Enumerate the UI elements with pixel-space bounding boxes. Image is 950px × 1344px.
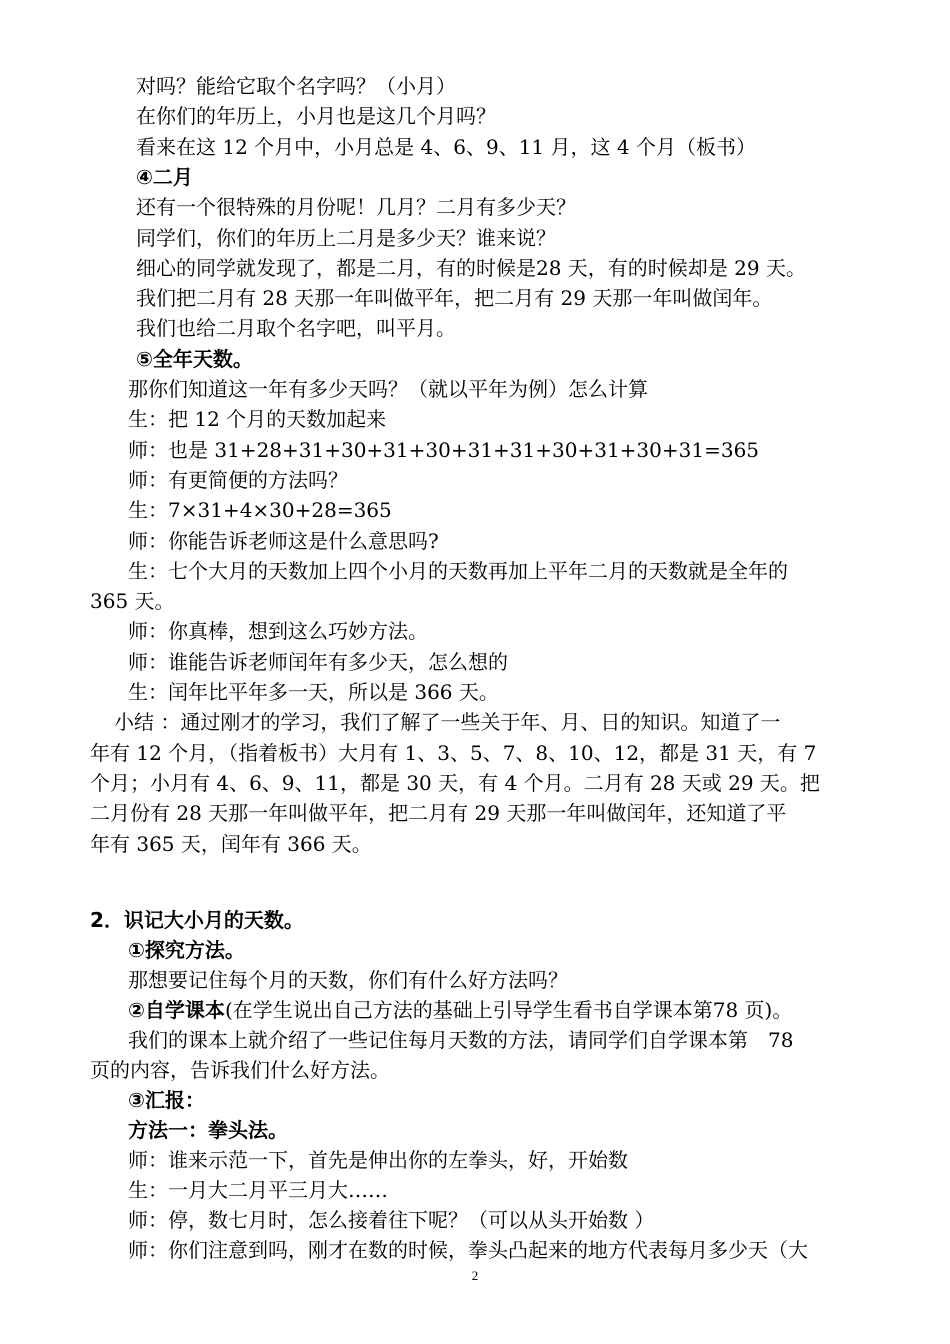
text-line: 我们也给二月取个名字吧，叫平月。 [136,316,456,341]
text-line: 师：你们注意到吗，刚才在数的时候，拳头凸起来的地方代表每月多少天（大 [128,1238,808,1262]
text-line: 那想要记住每个月的天数，你们有什么好方法吗？ [128,968,568,992]
text-line: 生：把 12 个月的天数加起来 [128,407,387,432]
text-line: 还有一个很特殊的月份呢！几月？二月有多少天？ [136,195,576,220]
text-line: 对吗？能给它取个名字吗？（小月） [136,74,456,98]
text-line: 在你们的年历上，小月也是这几个月吗？ [136,104,496,129]
text-line: 365 天。 [90,589,175,614]
method-heading: 方法一：拳头法。 [128,1118,288,1142]
subsection-heading: ②自学课本 [128,998,225,1022]
text-line: 生：7×31+4×30+28=365 [128,498,392,523]
text-line: 师：你能告诉老师这是什么意思吗? [128,528,439,553]
text-line: 生：一月大二月平三月大…… [128,1178,388,1202]
summary-line: 年有 12 个月，（指着板书）大月有 1、3、5、7、8、10、12，都是 31 天，有 7 [90,740,817,765]
text-line: 师：你真棒，想到这么巧妙方法。 [128,619,428,644]
text-line: 我们的课本上就介绍了一些记住每月天数的方法，请同学们自学课本第 78 [128,1028,794,1052]
summary-line: 二月份有 28 天那一年叫做平年，把二月有 29 天那一年叫做闰年，还知道了平 [90,801,787,826]
summary-line: 年有 365 天，闰年有 366 天。 [90,831,372,856]
text-line: 师：谁能告诉老师闰年有多少天，怎么想的 [128,649,508,674]
text-line: 看来在这 12 个月中，小月总是 4、6、9、11 月，这 4 个月（板书） [136,134,756,159]
section-heading: 2．识记大小月的天数。 [90,908,304,932]
text-line: 同学们，你们的年历上二月是多少天？谁来说？ [136,225,556,250]
summary-line: 小结 ：通过刚才的学习，我们了解了一些关于年、月、日的知识。知道了一 [114,710,781,735]
text-line: 那你们知道这一年有多少天吗？（就以平年为例）怎么计算 [128,377,648,401]
text-line: 我们把二月有 28 天那一年叫做平年，把二月有 29 天那一年叫做闰年。 [136,286,773,311]
page-number: 2 [471,1268,479,1283]
section-heading: ④二月 [136,164,193,189]
text-line: 页的内容，告诉我们什么好方法。 [90,1058,390,1082]
text-line: 师：有更简便的方法吗？ [128,467,348,492]
text-line: 生：七个大月的天数加上四个小月的天数再加上平年二月的天数就是全年的 [128,558,788,583]
text-line: 师：也是 31+28+31+30+31+30+31+31+30+31+30+31=365 [128,437,760,462]
section-heading: ⑤全年天数。 [136,346,253,371]
text-span: (在学生说出自己方法的基础上引导学生看书自学课本第78 页)。 [224,998,793,1022]
text-line: 师：停，数七月时，怎么接着往下呢？（可以从头开始数 ） [128,1208,655,1232]
text-line: 生：闰年比平年多一天，所以是 366 天。 [128,680,499,704]
summary-line: 个月；小月有 4、6、9、11，都是 30 天，有 4 个月。二月有 28 天或 29 天。把 [90,770,820,795]
text-line [128,995,792,1025]
subsection-heading: ①探究方法。 [128,938,245,962]
text-line: 细心的同学就发现了，都是二月，有的时候是28 天，有的时候却是 29 天。 [136,255,806,280]
subsection-heading: ③汇报： [128,1088,205,1112]
text-line: 师：谁来示范一下，首先是伸出你的左拳头，好，开始数 [128,1148,628,1172]
